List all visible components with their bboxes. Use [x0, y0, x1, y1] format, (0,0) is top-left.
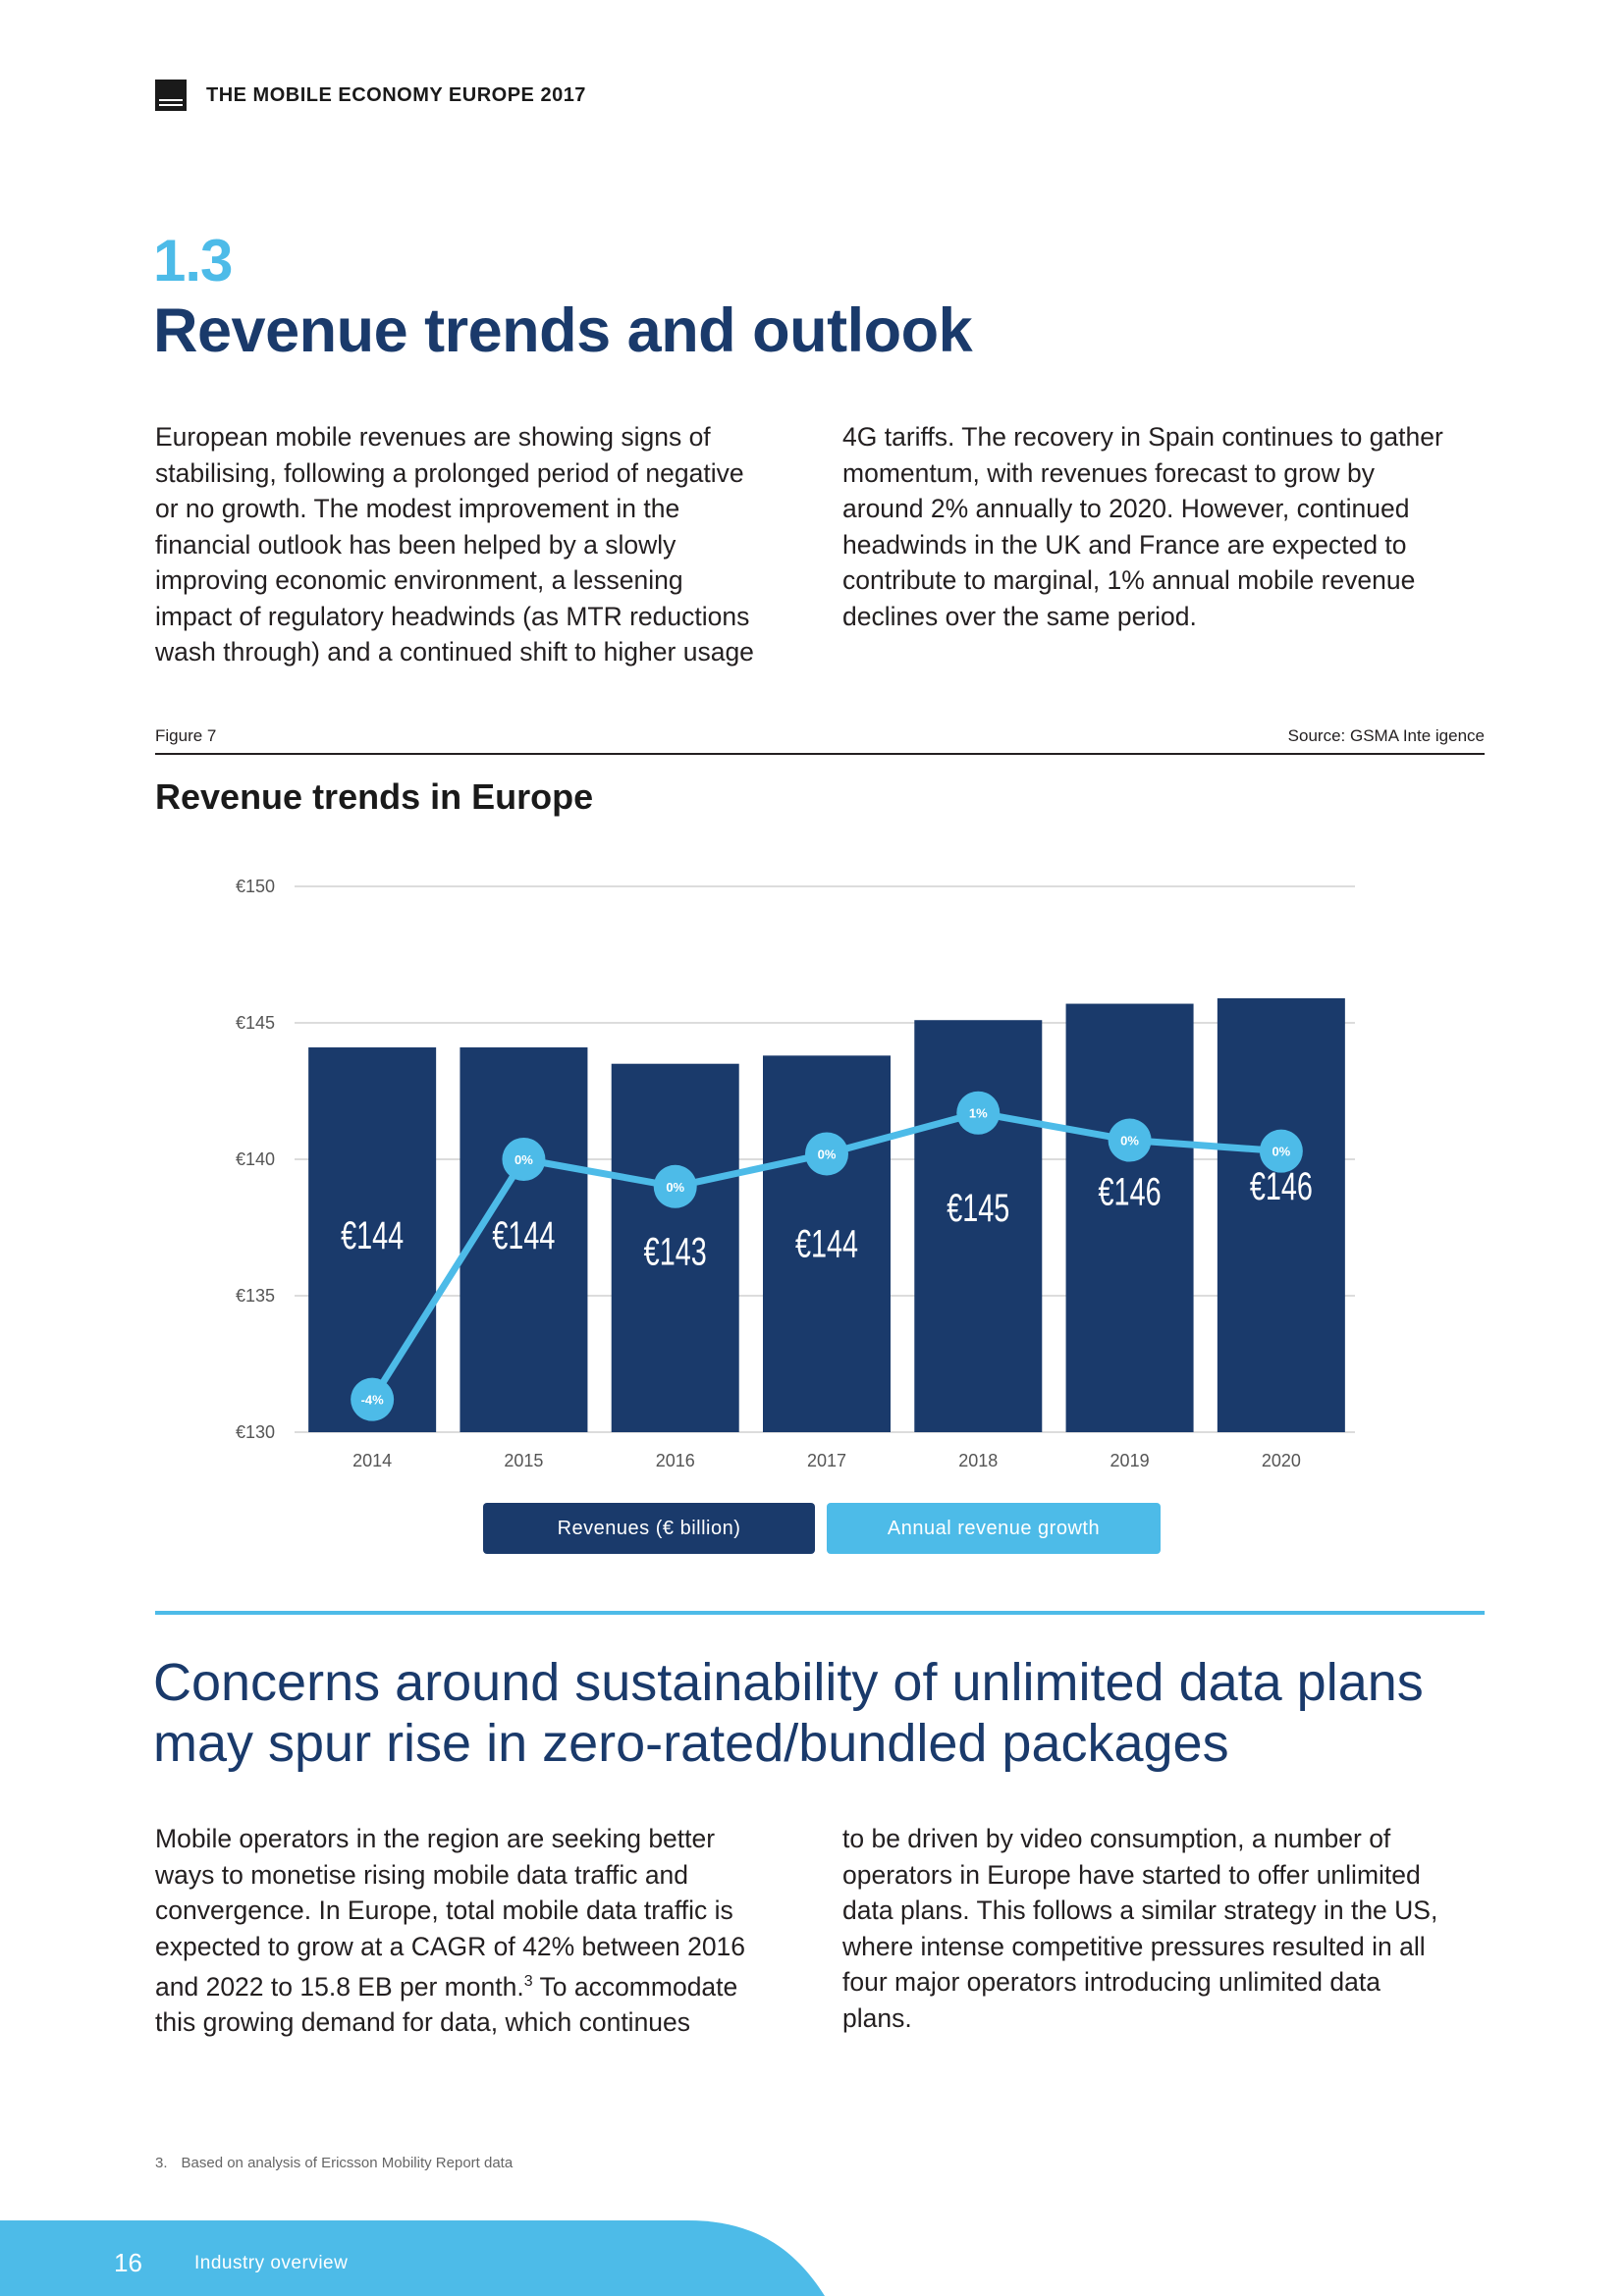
header-title: THE MOBILE ECONOMY EUROPE 2017 — [206, 83, 586, 106]
x-tick-label: 2020 — [1261, 1451, 1301, 1470]
x-tick-label: 2014 — [352, 1451, 393, 1470]
footnote — [155, 2155, 513, 2171]
figure-source: Source: GSMA Inte igence — [1287, 726, 1485, 745]
legend-growth: Annual revenue growth — [827, 1503, 1161, 1554]
growth-label: 0% — [514, 1152, 533, 1167]
body-column-1-text: Mobile operators in the region are seeking better ways to monetise rising mobile data traffic and convergence. In Europe, total mobile data traffic is expected to grow at a CAGR of 42% between 2016 and 2022 to 15.8 EB per month. — [155, 1824, 746, 2002]
bar-value-label: €144 — [794, 1221, 859, 1266]
footer-section-name: Industry overview — [194, 2253, 349, 2273]
footnote-number: 3. — [155, 2155, 168, 2171]
body-column-1 — [155, 1821, 803, 2041]
section-divider — [155, 1611, 1485, 1615]
x-tick-label: 2016 — [655, 1451, 695, 1470]
intro-column-2: 4G tariffs. The recovery in Spain continues to gather momentum, with revenues forecast to grow by around 2% annually to 2020. However, continued headwinds in the UK and France are expected to contribute to marginal, 1% annual mobile revenue declines over the same period. — [842, 422, 1443, 631]
growth-label: 0% — [1120, 1133, 1139, 1148]
section-number: 1.3 — [153, 228, 233, 294]
bar-value-label: €146 — [1249, 1164, 1313, 1209]
figure-title: Revenue trends in Europe — [155, 776, 594, 817]
y-tick-label: €150 — [235, 877, 275, 896]
intro-column-1: European mobile revenues are showing signs of stabilising, following a prolonged period of negative or no growth. The modest improvement in the financial outlook has been helped by a slowly improving economic environment, a lessening impact of regulatory headwinds (as MTR reductions wash through) and a continued shift to higher usage — [155, 422, 754, 667]
y-tick-label: €145 — [235, 1013, 275, 1033]
growth-label: 0% — [1272, 1144, 1291, 1159]
section-title: Revenue trends and outlook — [153, 296, 973, 365]
bar-value-label: €146 — [1098, 1169, 1162, 1214]
y-tick-label: €130 — [235, 1422, 275, 1442]
x-tick-label: 2017 — [806, 1451, 847, 1470]
revenue-bar — [1218, 998, 1345, 1432]
growth-label: 0% — [666, 1179, 685, 1195]
y-tick-label: €135 — [235, 1286, 275, 1306]
growth-label: 0% — [817, 1147, 837, 1162]
subheading: Concerns around sustainability of unlimited data plans may spur rise in zero-rated/bundled packages — [153, 1653, 1424, 1773]
bar-value-label: €144 — [341, 1213, 405, 1258]
x-tick-label: 2018 — [958, 1451, 999, 1470]
y-tick-label: €140 — [235, 1149, 275, 1169]
figure-label: Figure 7 — [155, 726, 217, 745]
bar-value-label: €144 — [492, 1213, 556, 1258]
bar-value-label: €143 — [643, 1230, 707, 1274]
growth-label: 1% — [968, 1105, 988, 1121]
footnote-text: Based on analysis of Ericsson Mobility Report data — [181, 2155, 514, 2171]
growth-label: -4% — [360, 1392, 384, 1408]
bar-value-label: €145 — [947, 1186, 1010, 1231]
body-column-2: to be driven by video consumption, a number of operators in Europe have started to offer unlimited data plans. This follows a similar strategy in the US, where intense competitive pressures resulted in all four major operators introducing unlimited data plans. — [842, 1824, 1438, 2033]
revenue-bar — [1066, 1004, 1194, 1432]
chart-bars — [308, 998, 1345, 1432]
body-column-1-tail: To accommodate this growing demand for data, which continues — [155, 1971, 738, 2038]
footnote-ref: 3 — [523, 1973, 533, 1990]
legend-revenues: Revenues (€ billion) — [483, 1503, 815, 1554]
page-number: 16 — [114, 2248, 142, 2277]
x-tick-label: 2019 — [1110, 1451, 1150, 1470]
x-tick-label: 2015 — [504, 1451, 544, 1470]
